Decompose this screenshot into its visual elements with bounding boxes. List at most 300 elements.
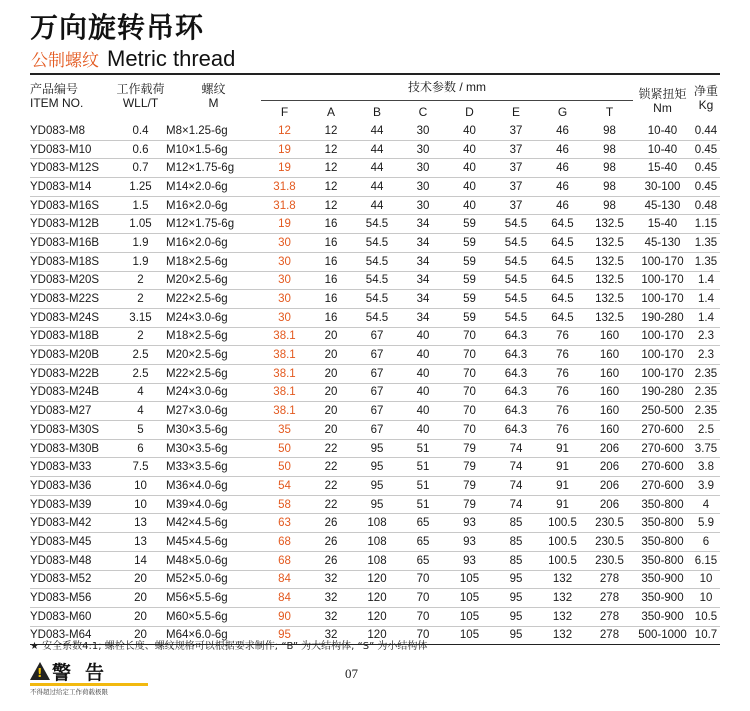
cell-t: 278 [586,626,633,645]
cell-torque: 15-40 [633,159,692,178]
table-row [30,533,720,552]
cell-wll: 6 [115,439,166,458]
cell-f: 68 [261,533,308,552]
cell-weight: 10 [692,570,720,589]
cell-a: 16 [308,308,354,327]
cell-weight: 2.3 [692,346,720,365]
cell-f: 68 [261,551,308,570]
cell-b: 54.5 [354,290,400,309]
cell-d: 93 [446,551,493,570]
cell-d: 59 [446,271,493,290]
cell-weight: 5.9 [692,514,720,533]
cell-wll: 7.5 [115,458,166,477]
cell-b: 108 [354,551,400,570]
cell-f: 19 [261,215,308,234]
col-torque-en: Nm [653,101,672,115]
cell-g: 46 [539,178,586,197]
cell-a: 32 [308,570,354,589]
cell-a: 32 [308,607,354,626]
cell-torque: 100-170 [633,252,692,271]
cell-weight: 0.45 [692,140,720,159]
cell-e: 64.3 [493,364,539,383]
cell-e: 37 [493,159,539,178]
cell-torque: 100-170 [633,346,692,365]
cell-weight: 10.5 [692,607,720,626]
cell-e: 85 [493,551,539,570]
cell-d: 40 [446,196,493,215]
cell-thread: M60×5.5-6g [166,607,261,626]
cell-e: 64.3 [493,327,539,346]
cell-f: 84 [261,589,308,608]
cell-item-no: YD083-M22B [30,364,115,383]
cell-torque: 190-280 [633,308,692,327]
cell-torque: 30-100 [633,178,692,197]
cell-thread: M56×5.5-6g [166,589,261,608]
cell-e: 74 [493,439,539,458]
cell-e: 74 [493,495,539,514]
cell-torque: 250-500 [633,402,692,421]
cell-e: 54.5 [493,215,539,234]
cell-t: 206 [586,495,633,514]
cell-d: 40 [446,122,493,140]
cell-t: 230.5 [586,533,633,552]
cell-g: 76 [539,327,586,346]
cell-torque: 270-600 [633,421,692,440]
cell-torque: 100-170 [633,327,692,346]
table-row [30,421,720,440]
cell-thread: M30×3.5-6g [166,439,261,458]
cell-thread: M24×3.0-6g [166,383,261,402]
cell-thread: M36×4.0-6g [166,477,261,496]
cell-thread: M48×5.0-6g [166,551,261,570]
table-row [30,252,720,271]
cell-weight: 0.45 [692,159,720,178]
cell-g: 91 [539,477,586,496]
cell-f: 31.8 [261,196,308,215]
cell-torque: 350-800 [633,533,692,552]
cell-torque: 350-900 [633,589,692,608]
cell-wll: 1.05 [115,215,166,234]
warning-triangle-icon [30,662,50,680]
cell-f: 19 [261,140,308,159]
cell-wll: 20 [115,589,166,608]
cell-weight: 3.8 [692,458,720,477]
cell-torque: 15-40 [633,215,692,234]
cell-g: 76 [539,364,586,383]
cell-d: 70 [446,421,493,440]
cell-b: 44 [354,196,400,215]
cell-g: 64.5 [539,308,586,327]
cell-g: 91 [539,495,586,514]
cell-a: 20 [308,364,354,383]
cell-torque: 270-600 [633,458,692,477]
cell-c: 40 [400,346,446,365]
cell-e: 95 [493,570,539,589]
cell-item-no: YD083-M16S [30,196,115,215]
cell-d: 93 [446,514,493,533]
cell-t: 160 [586,383,633,402]
cell-item-no: YD083-M45 [30,533,115,552]
cell-thread: M24×3.0-6g [166,308,261,327]
cell-weight: 2.35 [692,402,720,421]
cell-d: 59 [446,252,493,271]
cell-c: 70 [400,607,446,626]
cell-f: 95 [261,626,308,645]
cell-c: 30 [400,140,446,159]
cell-f: 35 [261,421,308,440]
cell-d: 93 [446,533,493,552]
spec-table [30,78,720,645]
cell-wll: 1.25 [115,178,166,197]
table-row [30,477,720,496]
col-thread-cn: 螺纹 [201,82,226,96]
footnote: ★ 安全系数4:1; 螺栓长度、螺纹规格可以根据要求制作; “B” 为大结构体, “S” 为小结构体 [30,641,428,652]
cell-thread: M52×5.0-6g [166,570,261,589]
table-row [30,327,720,346]
cell-e: 95 [493,626,539,645]
cell-a: 12 [308,196,354,215]
cell-thread: M22×2.5-6g [166,290,261,309]
cell-torque: 10-40 [633,122,692,140]
cell-f: 30 [261,308,308,327]
cell-t: 230.5 [586,514,633,533]
cell-b: 120 [354,589,400,608]
cell-b: 44 [354,140,400,159]
cell-item-no: YD083-M8 [30,122,115,140]
cell-t: 160 [586,402,633,421]
cell-b: 120 [354,607,400,626]
cell-e: 85 [493,514,539,533]
cell-f: 30 [261,234,308,253]
cell-e: 74 [493,458,539,477]
table-row [30,589,720,608]
cell-weight: 6.15 [692,551,720,570]
cell-a: 16 [308,290,354,309]
cell-b: 95 [354,495,400,514]
cell-weight: 0.48 [692,196,720,215]
cell-e: 64.3 [493,346,539,365]
cell-b: 67 [354,346,400,365]
warning-label [30,660,148,696]
page-number: 07 [345,666,358,681]
cell-g: 64.5 [539,252,586,271]
cell-item-no: YD083-M27 [30,402,115,421]
cell-c: 51 [400,439,446,458]
cell-c: 40 [400,383,446,402]
table-row [30,514,720,533]
cell-d: 70 [446,383,493,402]
cell-b: 120 [354,626,400,645]
cell-d: 70 [446,327,493,346]
cell-b: 54.5 [354,252,400,271]
cell-torque: 500-1000 [633,626,692,645]
col-e: E [511,104,520,119]
cell-f: 84 [261,570,308,589]
cell-b: 67 [354,402,400,421]
cell-c: 51 [400,495,446,514]
cell-c: 40 [400,402,446,421]
cell-f: 38.1 [261,383,308,402]
cell-t: 278 [586,589,633,608]
cell-weight: 10.7 [692,626,720,645]
cell-thread: M16×2.0-6g [166,196,261,215]
cell-c: 65 [400,533,446,552]
cell-e: 54.5 [493,290,539,309]
page-title: 万向旋转吊环 [30,11,205,44]
cell-d: 59 [446,215,493,234]
cell-wll: 14 [115,551,166,570]
cell-t: 160 [586,327,633,346]
subtitle [31,46,235,72]
cell-wll: 0.7 [115,159,166,178]
cell-thread: M20×2.5-6g [166,346,261,365]
cell-weight: 3.9 [692,477,720,496]
table-row [30,551,720,570]
cell-d: 59 [446,308,493,327]
cell-d: 70 [446,402,493,421]
cell-torque: 350-900 [633,570,692,589]
cell-wll: 4 [115,402,166,421]
cell-weight: 0.44 [692,122,720,140]
cell-g: 76 [539,421,586,440]
warning-mark: ! [37,666,43,680]
cell-f: 63 [261,514,308,533]
cell-c: 51 [400,477,446,496]
cell-wll: 2 [115,327,166,346]
cell-wll: 3.15 [115,308,166,327]
cell-item-no: YD083-M12B [30,215,115,234]
cell-wll: 10 [115,495,166,514]
cell-weight: 1.35 [692,252,720,271]
cell-weight: 1.15 [692,215,720,234]
cell-c: 30 [400,122,446,140]
cell-thread: M27×3.0-6g [166,402,261,421]
cell-item-no: YD083-M18B [30,327,115,346]
col-weight-en: Kg [698,98,714,112]
cell-f: 58 [261,495,308,514]
cell-b: 54.5 [354,234,400,253]
cell-c: 30 [400,159,446,178]
cell-b: 67 [354,383,400,402]
cell-c: 40 [400,421,446,440]
table-row [30,308,720,327]
cell-weight: 3.75 [692,439,720,458]
cell-t: 160 [586,364,633,383]
cell-b: 95 [354,439,400,458]
cell-t: 278 [586,570,633,589]
cell-a: 20 [308,327,354,346]
cell-g: 64.5 [539,271,586,290]
cell-t: 132.5 [586,308,633,327]
cell-b: 54.5 [354,215,400,234]
warning-small-text: 不得超过给定工作荷载极限 [30,688,108,696]
cell-f: 12 [261,122,308,140]
cell-f: 30 [261,290,308,309]
cell-d: 79 [446,458,493,477]
cell-a: 32 [308,626,354,645]
subtitle-en: Metric thread [107,46,236,71]
col-wll-en: WLL/T [122,96,159,110]
table-row [30,346,720,365]
col-d: D [465,104,474,119]
col-t: T [605,104,614,119]
cell-a: 16 [308,215,354,234]
cell-a: 22 [308,477,354,496]
cell-t: 132.5 [586,252,633,271]
cell-item-no: YD083-M64 [30,626,115,645]
cell-a: 12 [308,140,354,159]
cell-wll: 4 [115,383,166,402]
cell-a: 22 [308,439,354,458]
cell-t: 160 [586,421,633,440]
cell-g: 91 [539,439,586,458]
cell-d: 40 [446,159,493,178]
cell-item-no: YD083-M24S [30,308,115,327]
cell-g: 100.5 [539,533,586,552]
cell-weight: 6 [692,533,720,552]
cell-d: 105 [446,607,493,626]
cell-weight: 4 [692,495,720,514]
cell-thread: M8×1.25-6g [166,122,261,140]
cell-f: 50 [261,439,308,458]
cell-e: 37 [493,140,539,159]
cell-weight: 1.4 [692,308,720,327]
cell-item-no: YD083-M52 [30,570,115,589]
cell-d: 79 [446,477,493,496]
cell-torque: 100-170 [633,271,692,290]
cell-c: 30 [400,178,446,197]
cell-wll: 5 [115,421,166,440]
cell-a: 20 [308,383,354,402]
cell-b: 95 [354,477,400,496]
cell-wll: 1.9 [115,252,166,271]
cell-c: 34 [400,215,446,234]
cell-t: 132.5 [586,234,633,253]
col-thread [166,78,261,122]
cell-thread: M30×3.5-6g [166,421,261,440]
cell-d: 105 [446,570,493,589]
cell-e: 95 [493,589,539,608]
table-row [30,234,720,253]
cell-f: 30 [261,271,308,290]
cell-a: 16 [308,234,354,253]
table-row [30,402,720,421]
cell-b: 54.5 [354,308,400,327]
cell-wll: 20 [115,626,166,645]
cell-f: 54 [261,477,308,496]
cell-g: 132 [539,626,586,645]
cell-g: 91 [539,458,586,477]
cell-c: 70 [400,589,446,608]
cell-item-no: YD083-M39 [30,495,115,514]
cell-c: 34 [400,308,446,327]
cell-e: 54.5 [493,308,539,327]
table-row [30,383,720,402]
cell-torque: 190-280 [633,383,692,402]
cell-weight: 10 [692,589,720,608]
cell-d: 70 [446,346,493,365]
cell-wll: 0.4 [115,122,166,140]
cell-a: 20 [308,346,354,365]
table-row [30,364,720,383]
cell-c: 34 [400,290,446,309]
cell-thread: M39×4.0-6g [166,495,261,514]
cell-d: 79 [446,495,493,514]
cell-item-no: YD083-M18S [30,252,115,271]
cell-t: 98 [586,196,633,215]
col-tech-params: 技术参数 / mm [261,78,633,101]
cell-c: 40 [400,327,446,346]
cell-item-no: YD083-M10 [30,140,115,159]
warning-text: 警告 [52,661,119,684]
cell-item-no: YD083-M20B [30,346,115,365]
cell-e: 64.3 [493,421,539,440]
cell-item-no: YD083-M24B [30,383,115,402]
cell-c: 70 [400,570,446,589]
cell-a: 26 [308,533,354,552]
cell-f: 38.1 [261,364,308,383]
col-product [30,78,115,122]
cell-thread: M18×2.5-6g [166,327,261,346]
col-weight [692,78,720,122]
cell-c: 30 [400,196,446,215]
cell-b: 44 [354,159,400,178]
cell-f: 38.1 [261,327,308,346]
cell-thread: M64×6.0-6g [166,626,261,645]
cell-b: 108 [354,514,400,533]
cell-item-no: YD083-M42 [30,514,115,533]
cell-a: 32 [308,589,354,608]
cell-f: 31.8 [261,178,308,197]
cell-g: 76 [539,383,586,402]
cell-weight: 2.5 [692,421,720,440]
col-weight-cn: 净重 [693,84,718,98]
table-row [30,196,720,215]
cell-torque: 100-170 [633,290,692,309]
cell-g: 132 [539,607,586,626]
table-row [30,458,720,477]
col-thread-en: M [208,96,219,110]
cell-thread: M45×4.5-6g [166,533,261,552]
cell-thread: M12×1.75-6g [166,159,261,178]
cell-c: 65 [400,514,446,533]
cell-torque: 350-800 [633,551,692,570]
cell-a: 12 [308,178,354,197]
table-row [30,290,720,309]
cell-item-no: YD083-M30B [30,439,115,458]
col-wll [115,78,166,122]
cell-b: 67 [354,327,400,346]
cell-b: 44 [354,122,400,140]
cell-a: 22 [308,458,354,477]
cell-wll: 2 [115,271,166,290]
col-b: B [372,104,381,119]
cell-b: 67 [354,364,400,383]
cell-a: 20 [308,421,354,440]
cell-f: 19 [261,159,308,178]
cell-c: 40 [400,364,446,383]
cell-f: 90 [261,607,308,626]
cell-f: 38.1 [261,402,308,421]
cell-d: 59 [446,234,493,253]
cell-c: 65 [400,551,446,570]
cell-weight: 2.3 [692,327,720,346]
cell-t: 132.5 [586,215,633,234]
cell-g: 132 [539,570,586,589]
col-torque-cn: 锁紧扭矩 [638,87,687,101]
cell-e: 64.3 [493,383,539,402]
cell-thread: M10×1.5-6g [166,140,261,159]
